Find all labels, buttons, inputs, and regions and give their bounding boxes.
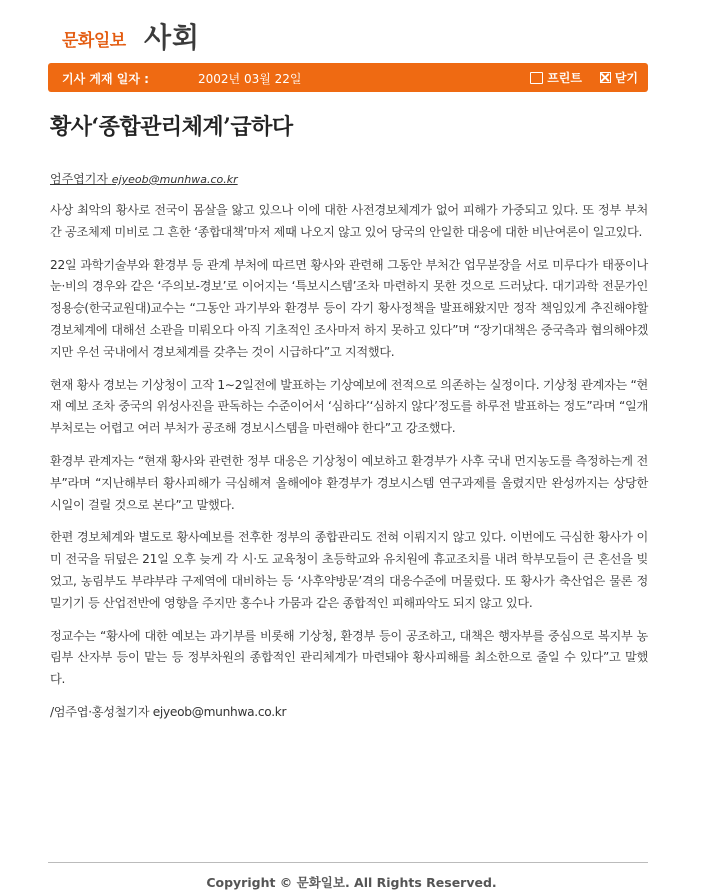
close-label: 닫기 — [614, 71, 638, 85]
page-header — [48, 14, 648, 54]
article-signature: /엄주엽·홍성철기자 ejyeob@munhwa.co.kr — [50, 704, 287, 719]
byline — [50, 170, 238, 187]
print-label: 프린트 — [547, 71, 582, 85]
date-value: 2002년 03월 22일 — [198, 72, 302, 86]
article-info-bar — [48, 63, 648, 92]
date-label: 기사 게재 일자 : — [62, 72, 149, 86]
print-button[interactable] — [530, 69, 582, 86]
footer-divider — [48, 862, 648, 863]
article-paragraph: 현재 황사 경보는 기상청이 고작 1∼2일전에 발표하는 기상예보에 전적으로 의존하는 실정이다. 기상청 관계자는 “현재 예보 조차 중국의 위성사진을 판독하는 수준이어서 ‘심하다’‘심하지 않다’정도를 하루전 발표하는 정도”라며 “일개 부처로는 어렵고 여러 부처가 공조해 경보시스템을 마련해야 한다”고 강조했다. — [50, 377, 648, 436]
printer-icon — [530, 72, 543, 84]
close-icon — [600, 72, 611, 83]
copyright: Copyright © 문화일보. All Rights Reserved. — [206, 875, 497, 890]
article-paragraph: 사상 최악의 황사로 전국이 몸살을 앓고 있으나 이에 대한 사전경보체계가 없어 피해가 가중되고 있다. 또 정부 부처간 공조체제 미비로 그 흔한 ‘종합대책’마저 제때 나오지 않고 있어 당국의 안일한 대응에 대한 비난여론이 일고있다. — [50, 203, 648, 239]
byline-email[interactable]: ejyeob@munhwa.co.kr — [111, 173, 238, 186]
article-paragraph: 정교수는 “황사에 대한 예보는 과기부를 비롯해 기상청, 환경부 등이 공조하고, 대책은 행자부를 중심으로 복지부 농림부 산자부 등이 맡는 등 정부차원의 종합적인 관리체계가 마련돼야 황사피해를 최소한으로 줄일 수 있다”고 말했다. — [50, 628, 648, 687]
byline-author: 엄주엽기자 — [50, 172, 108, 186]
article-title: 황사‘종합관리체계’급하다 — [50, 114, 293, 140]
article-paragraph: 한편 경보체계와 별도로 황사예보를 전후한 정부의 종합관리도 전혀 이뤄지지 않고 있다. 이번에도 극심한 황사가 이미 전국을 뒤덮은 21일 오후 늦게 각 시·도 교육청이 초등학교와 유치원에 휴교조치를 내려 학부모들이 큰 혼선을 빚었고, 농림부도 부랴부랴 구제역에 대비하는 등 ‘사후약방문’격의 대응수준에 머물렀다. 또 황사가 축산업은 물론 정밀기기 등 산업전반에 영향을 주지만 홍수나 가뭄과 같은 종합적인 피해파악도 되지 않고 있다. — [50, 530, 648, 610]
article-paragraph: 22일 과학기술부와 환경부 등 관계 부처에 따르면 황사와 관련해 그동안 부처간 업무분장을 서로 미루다가 태풍이나 눈·비의 경우와 같은 ‘주의보-경보’로 이어지는 ‘특보시스템’조차 마련하지 못한 것으로 드러났다. 대기과학 전문가인 정용승(한국교원대)교수는 “그동안 과기부와 환경부 등이 각기 황사정책을 발표해왔지만 정작 책임있게 추진해야할 경보체계에 대해선 소관을 미뤄오다 아직 기초적인 조사마저 하지 못하고 있다”며 “장기대책은 중국측과 협의해야겠지만 우선 국내에서 경보체계를 갖추는 것이 시급하다”고 지적했다. — [50, 257, 648, 359]
close-button[interactable] — [600, 69, 638, 86]
article-paragraph: 환경부 관계자는 “현재 황사와 관련한 정부 대응은 기상청이 예보하고 환경부가 사후 국내 먼지농도를 측정하는게 전부”라며 “지난해부터 황사피해가 극심해져 올해에야 환경부가 경보시스템 연구과제를 올렸지만 완성까지는 상당한 시일이 걸릴 것으로 본다”고 말했다. — [50, 453, 648, 512]
section-title: 사회 — [144, 21, 201, 54]
article-body — [50, 200, 648, 735]
munhwa-logo[interactable]: 문화일보 — [62, 31, 126, 51]
